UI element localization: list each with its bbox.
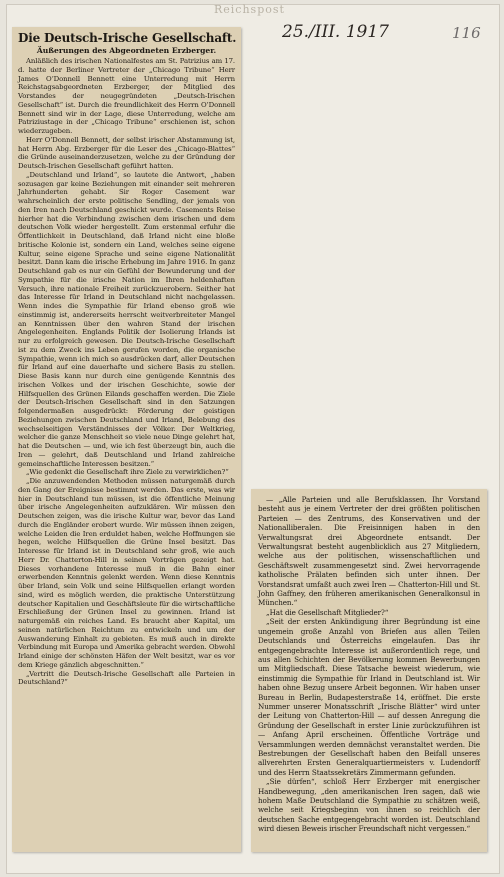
article-paragraph: „Wie gedenkt die Gesellschaft ihre Ziele zu verwirklichen?“ (26, 468, 229, 477)
article-paragraph: „Vertritt die Deutsch-Irische Gesellschaft alle Parteien in Deutschland?“ (18, 669, 235, 687)
article-body (18, 57, 235, 687)
article-paragraph: „Hat die Gesellschaft Mitglieder?“ (266, 607, 389, 617)
article-paragraph: „Deutschland und Irland“, so lautete die Antwort, „haben sozusagen gar keine Beziehungen mit einander seit mehreren Jahrhunderten gehabt. Sir Roger Casement war wahrscheinlich der erste politische Sendling, der jemals von den Iren nach Deutschland geschickt wurde. Casements Reise hierher hat die Verbindung zwischen dem irischen und dem deutschen Volk wieder hergestellt. Zum erstenmal erfuhr die Öffentlichkeit in Deutschland, daß Irland nicht eine bloße britische Kolonie ist, sondern ein Land, welches seine eigene Kultur, seine eigene Sprache und seine eigene Nationalität besitzt. Dann kam die irische Erhebung im Jahre 1916. In ganz Deutschland gab es nur ein Gefühl der Bewunderung und der Sympathie für die irische Nation im Ihren heldenhaften Versuch, ihre nationale Freiheit zurückzuerobern. Seither hat das Interesse für Irland in Deutschland nicht nachgelassen. Wenn indes die Sympathie für Irland ebenso groß wie einstimmig ist, andererseits herrscht weitverbreiteter Mangel an Kenntnissen über den wahren Stand der irischen Angelegenheiten. Englands Politik der Isolierung Irlands ist nur zu erfolgreich gewesen. Die Deutsch-Irische Gesellschaft ist zu dem Zweck ins Leben gerufen worden, die organische Sympathie, wenn ich mich so ausdrücken darf, aller Deutschen für Irland auf eine dauerhafte und sichere Basis zu stellen. Diese Basis kann nur durch eine genügende Kenntnis des irischen Volkes und der irischen Geschichte, sowie der Hilfsquellen des Grünen Eilands geschaffen werden. Die Ziele der Deutsch-Irischen Gesellschaft sind in den Satzungen folgendermaßen ausgedrückt: Förderung der geistigen Beziehungen zwischen Deutschland und Irland, Belebung des wechselseitigen Verständnisses der Völker. Der Weltkrieg, welcher die ganze Menschheit so viele neue Dinge gelehrt hat, hat die Deutschen — und, wie ich fest überzeugt bin, auch die Iren — gelehrt, daß Deutschland und Irland zahlreiche gemeinschaftliche Interessen besitzen.“ (18, 170, 235, 468)
article-subtitle: Äußerungen des Abgeordneten Erzberger. (36, 46, 217, 55)
article-title: Die Deutsch-Irische Gesellschaft. (18, 31, 237, 45)
article-paragraph: Herr O’Donnell Bennett, der selbst irischer Abstammung ist, hat Herrn Abg. Erzberger für die Leser des „Chicago-Blattes“ die Gründe auseinanderzusetzen, welche zu der Gründung der Deutsch-Irischen Gesellschaft geführt hatten. (18, 135, 235, 170)
handwritten-date: 25./III. 1917 (282, 22, 389, 42)
article-paragraph: „Die anzuwendenden Methoden müssen naturgemäß durch den Gang der Ereignisse bestimmt werden. Das erste, was wir hier in Deutschland tun müssen, ist die öffentliche Meinung über irische Angelegenheiten aufzuklären. Wir müssen den Deutschen zeigen, was die irische Kultur war, bevor das Land durch die Engländer erobert wurde. Wir müssen ihnen zeigen, welche Leiden die Iren erduldet haben, welche Hoffnungen sie hegen, welche Hilfsquellen die Grüne Insel besitzt. Das Interesse für Irland ist in Deutschland sehr groß, wie auch Herr Dr. Chatterton-Hill in seinen Vorträgen gezeigt hat. Dieses vorhandene Interesse muß in die Bahn einer erwerbenden Kenntnis gelenkt werden. Wenn diese Kenntnis über Irland, sein Volk und seine Hilfsquellen erlangt worden sind, wird es möglich werden, die praktische Unterstützung deutscher Kapitalien und Geschäftsleute für die wirtschaftliche Erschließung der Grünen Insel zu gewinnen. Irland ist naturgemäß ein reiches Land. Es braucht aber Kapital, um seinen natürlichen Reichtum zu entwickeln und um der Auswanderung Einhalt zu gebieten. Es muß auch in direkte Verbindung mit Europa und Amerika gebracht werden. Obwohl Irland einige der schönsten Häfen der Welt besitzt, war es vor dem Kriege gänzlich abgeschnitten.“ (18, 477, 235, 669)
article-paragraph: „Sie dürfen“, schloß Herr Erzberger mit energischer Handbewegung, „den amerikanischen Iren sagen, daß wie hohem Maße Deutschland die Sympathie zu schätzen weiß, welche seit Kriegsbeginn von ihnen so reichlich der deutschen Sache entgegengebracht worden ist. Deutschland wird diesen Beweis irischer Freundschaft nicht vergessen.“ (258, 777, 480, 834)
right-newspaper-clipping (251, 489, 487, 852)
archive-number: 116 (452, 24, 481, 42)
article-continuation (258, 495, 480, 834)
article-paragraph: „Seit der ersten Ankündigung ihrer Begründung ist eine ungemein große Anzahl von Briefen aus allen Teilen Deutschlands und Österreichs eingelaufen. Das ihr entgegengebrachte Interesse ist außerordentlich rege, und aus allen Schichten der Bevölkerung kommen Bewerbungen um Mitgliedschaft. Diese Tatsache beweist wiederum, wie einstimmig die Sympathie für Irland in Deutschland ist. Wir haben ohne Bezug unsere Arbeit begonnen. Wir haben unser Bureau in Berlin, Budapesterstraße 14, eröffnet. Die erste Nummer unserer Monatsschrift „Irische Blätter“ wird unter der Leitung von Chatterton-Hill — auf dessen Anregung die Gründung der Gesellschaft in erster Linie zurückzuführen ist — Anfang April erscheinen. Öffentliche Vorträge und Versammlungen werden demnächst veranstaltet werden. Die Bestrebungen der Gesellschaft haben den Beifall unseres allverehrten Ersten Generalquartiermeisters v. Ludendorff und des Herrn Staatssekretärs Zimmermann gefunden. (258, 617, 480, 777)
article-paragraph: Anläßlich des irischen Nationalfestes am St. Patrizius am 17. d. hatte der Berliner Vertreter der „Chicago Tribune“ Herr James O’Donnell Bennett eine Unterredung mit Herrn Reichstagsabgeordneten Erzberger, der Mitglied des Vorstandes der neugegründeten „Deutsch-Irischen Gesellschaft“ ist. Durch die freundlichkeit des Herrn O’Donnell Bennett sind wir in der Lage, diese Unterredung, welche am Patriziustage in der „Chicago Tribune“ erschienen ist, schon wiederzugeben. (18, 57, 235, 135)
left-newspaper-clipping (12, 27, 241, 852)
newspaper-stamp: Reichspost (214, 3, 285, 16)
article-paragraph: — „Alle Parteien und alle Berufsklassen. Ihr Vorstand besteht aus je einem Vertreter der drei größten politischen Parteien — des Zentrums, des Konservativen und der Nationalliberalen. Die Freisinnigen haben in den Verwaltungsrat drei Abgeordnete entsandt. Der Verwaltungsrat besteht augenblicklich aus 27 Mitgliedern, welche aus der politischen, wissenschaftlichen und Geschäftswelt zusammengesetzt sind. Zwei hervorragende katholische Prälaten befinden sich unter ihnen. Der Vorstandsrat umfaßt auch zwei Iren — Chatterton-Hill und St. John Gaffney, den früheren amerikanischen Generalkonsul in München.“ (258, 495, 480, 608)
